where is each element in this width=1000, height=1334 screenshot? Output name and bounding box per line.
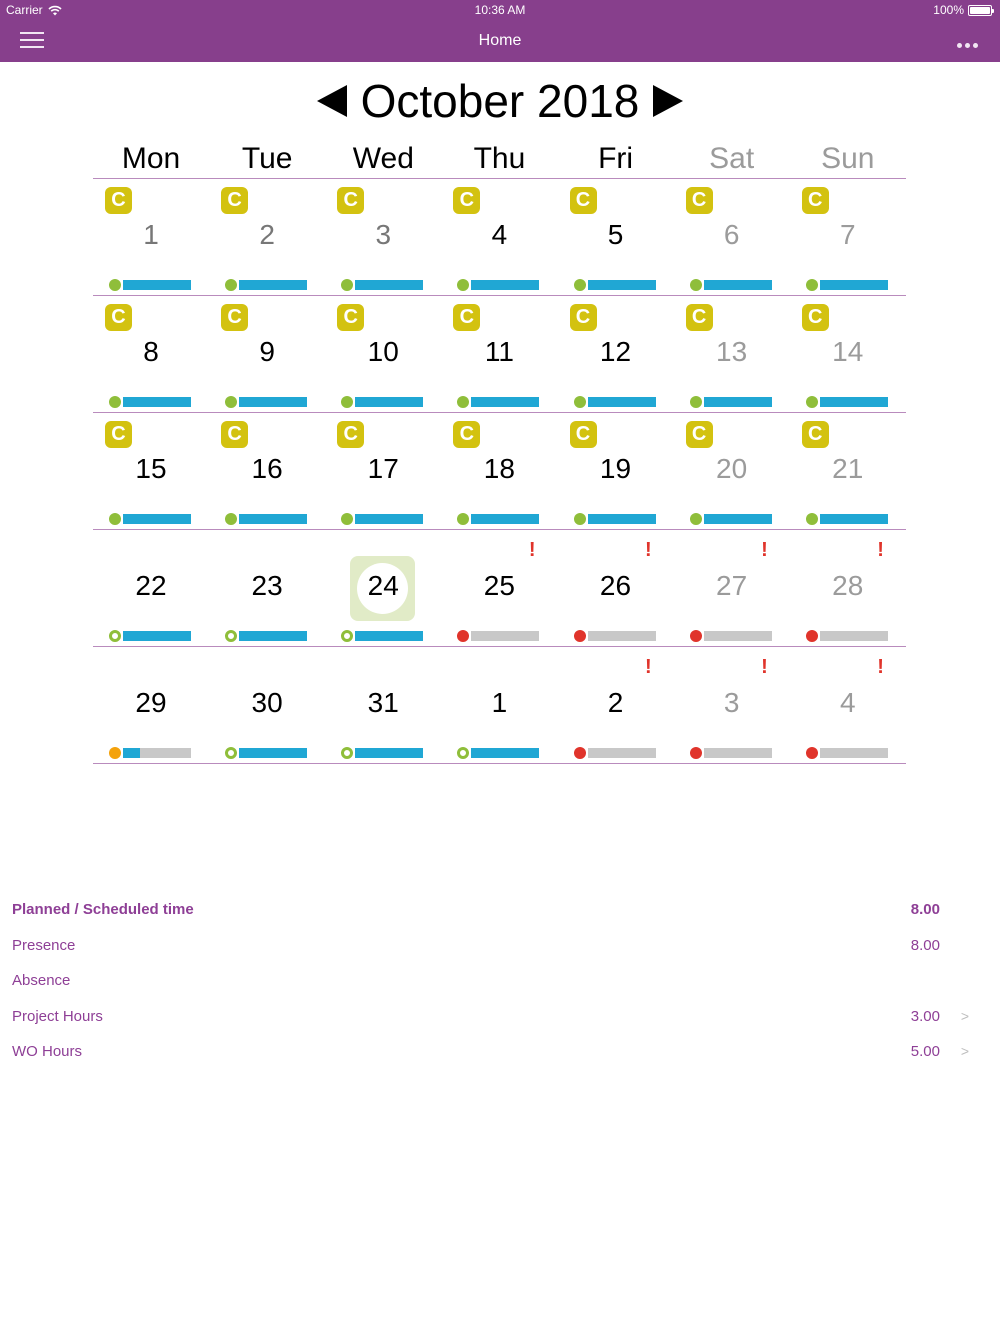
calendar-day-cell[interactable]	[558, 413, 674, 529]
day-number: 11	[484, 336, 514, 367]
completed-badge-icon: C	[686, 304, 713, 331]
hours-progress-bar	[820, 397, 888, 407]
status-dot-icon	[341, 630, 353, 642]
completed-badge-icon: C	[105, 304, 132, 331]
hours-progress-bar	[123, 631, 191, 641]
navigation-bar	[0, 0, 1000, 62]
hours-progress-bar	[355, 748, 423, 758]
hours-progress-fill	[820, 280, 888, 290]
day-number: 7	[839, 219, 856, 250]
hours-progress-fill	[123, 397, 191, 407]
summary-row	[0, 967, 1000, 1003]
status-dot-icon	[690, 396, 702, 408]
hours-progress-bar	[588, 397, 656, 407]
hours-progress-fill	[588, 280, 656, 290]
day-number: 2	[607, 687, 624, 718]
hours-progress-bar	[239, 280, 307, 290]
day-number: 26	[599, 570, 632, 601]
hours-progress-fill	[704, 280, 772, 290]
day-number: 13	[716, 336, 748, 367]
weekday-label: Thu	[473, 142, 526, 175]
calendar-weeks	[93, 179, 906, 764]
hours-progress-fill	[355, 397, 423, 407]
hours-progress-bar	[820, 748, 888, 758]
day-number: 12	[599, 336, 632, 367]
summary-label: Presence	[12, 936, 76, 954]
day-number: 23	[251, 570, 283, 601]
completed-badge-icon: C	[570, 187, 597, 214]
hours-progress-bar	[820, 514, 888, 524]
weekday-label: Mon	[121, 142, 181, 175]
hours-progress-fill	[239, 397, 307, 407]
completed-badge-icon: C	[802, 304, 829, 331]
hours-progress-fill	[239, 280, 307, 290]
weekday-label: Sat	[709, 142, 755, 175]
status-dot-icon	[109, 279, 121, 291]
summary-row	[0, 896, 1000, 932]
hours-progress-fill	[239, 514, 307, 524]
summary-value: 8.00	[910, 936, 940, 954]
day-number: 30	[251, 687, 283, 718]
calendar-day-cell[interactable]	[441, 296, 557, 412]
completed-badge-icon: C	[221, 421, 248, 448]
status-dot-icon	[341, 279, 353, 291]
hours-progress-fill	[123, 514, 191, 524]
hours-progress-fill	[355, 748, 423, 758]
status-dot-icon	[457, 630, 469, 642]
calendar-day-cell[interactable]	[790, 413, 906, 529]
completed-badge-icon: C	[686, 187, 713, 214]
previous-month-arrow-icon[interactable]	[317, 85, 347, 117]
calendar-day-cell[interactable]	[790, 647, 906, 763]
day-number: 22	[135, 570, 167, 601]
weekday-header	[93, 139, 906, 179]
day-number: 1	[491, 687, 508, 718]
hours-progress-bar	[239, 631, 307, 641]
hours-progress-fill	[355, 280, 423, 290]
hours-progress-fill	[355, 514, 423, 524]
summary-value: 3.00	[910, 1007, 940, 1025]
status-battery	[933, 3, 992, 17]
status-dot-icon	[225, 279, 237, 291]
calendar-day-cell[interactable]	[558, 179, 674, 295]
hours-progress-bar	[355, 631, 423, 641]
battery-percent: 100%	[933, 3, 964, 17]
hours-progress-bar	[123, 280, 191, 290]
day-number: 17	[367, 453, 399, 484]
completed-badge-icon: C	[337, 421, 364, 448]
status-dot-icon	[457, 513, 469, 525]
status-time: 10:36 AM	[474, 3, 526, 17]
hours-progress-fill	[820, 397, 888, 407]
completed-badge-icon: C	[337, 187, 364, 214]
time-summary	[0, 896, 1000, 1074]
completed-badge-icon: C	[105, 421, 132, 448]
next-month-arrow-icon[interactable]	[653, 85, 683, 117]
calendar-day-cell[interactable]	[209, 413, 325, 529]
status-dot-icon	[690, 630, 702, 642]
calendar-day-cell[interactable]	[790, 179, 906, 295]
status-dot-icon	[574, 279, 586, 291]
hours-progress-fill	[355, 631, 423, 641]
calendar-day-cell[interactable]	[325, 179, 441, 295]
hours-progress-bar	[123, 748, 191, 758]
hours-progress-bar	[471, 631, 539, 641]
status-dot-icon	[225, 747, 237, 759]
day-number: 25	[483, 570, 515, 601]
day-number: 18	[483, 453, 515, 484]
calendar-day-cell[interactable]	[93, 530, 209, 646]
day-number: 21	[832, 453, 864, 484]
summary-label: WO Hours	[12, 1043, 83, 1060]
completed-badge-icon: C	[221, 304, 248, 331]
summary-value: 5.00	[910, 1043, 940, 1060]
status-dot-icon	[225, 513, 237, 525]
status-dot-icon	[806, 513, 818, 525]
status-dot-icon	[574, 396, 586, 408]
day-number: 6	[723, 219, 740, 250]
day-number: 15	[135, 453, 167, 484]
day-number: 2	[259, 219, 275, 250]
status-dot-icon	[109, 747, 121, 759]
hours-progress-fill	[123, 748, 140, 758]
calendar-day-cell[interactable]	[93, 179, 209, 295]
day-number: 20	[716, 453, 748, 484]
hours-progress-bar	[704, 397, 772, 407]
calendar-week-row	[93, 296, 906, 413]
hours-progress-bar	[123, 514, 191, 524]
hours-progress-bar	[588, 748, 656, 758]
summary-label: Planned / Scheduled time	[12, 901, 194, 918]
status-dot-icon	[457, 396, 469, 408]
hours-progress-bar	[355, 280, 423, 290]
alert-icon: !	[644, 539, 652, 561]
summary-value: 8.00	[910, 901, 940, 918]
hours-progress-fill	[471, 514, 539, 524]
completed-badge-icon: C	[802, 421, 829, 448]
calendar-day-cell[interactable]	[790, 530, 906, 646]
day-number: 5	[607, 219, 624, 250]
day-number: 4	[839, 687, 856, 718]
hours-progress-bar	[704, 748, 772, 758]
hours-progress-bar	[471, 397, 539, 407]
hours-progress-fill	[471, 280, 539, 290]
completed-badge-icon: C	[453, 187, 480, 214]
calendar-day-cell[interactable]	[93, 647, 209, 763]
completed-badge-icon: C	[105, 187, 132, 214]
calendar-day-cell[interactable]	[93, 296, 209, 412]
hours-progress-bar	[820, 631, 888, 641]
hours-progress-bar	[471, 514, 539, 524]
calendar-day-cell[interactable]	[209, 179, 325, 295]
completed-badge-icon: C	[570, 421, 597, 448]
calendar-day-cell[interactable]	[674, 296, 790, 412]
summary-label: Absence	[12, 972, 71, 989]
hours-progress-bar	[239, 397, 307, 407]
hours-progress-bar	[355, 397, 423, 407]
status-dot-icon	[341, 513, 353, 525]
calendar-day-cell[interactable]	[674, 647, 790, 763]
hours-progress-bar	[471, 280, 539, 290]
alert-icon: !	[761, 656, 768, 678]
day-number: 29	[135, 687, 167, 718]
summary-row[interactable]	[0, 1038, 1000, 1074]
alert-icon: !	[877, 656, 884, 678]
calendar-day-cell[interactable]	[674, 530, 790, 646]
day-number: 9	[259, 336, 275, 367]
weekday-label: Wed	[352, 142, 414, 175]
hours-progress-bar	[239, 748, 307, 758]
status-dot-icon	[574, 513, 586, 525]
calendar-day-cell[interactable]	[325, 296, 441, 412]
completed-badge-icon: C	[453, 304, 480, 331]
status-dot-icon	[806, 747, 818, 759]
status-dot-icon	[109, 630, 121, 642]
status-dot-icon	[806, 279, 818, 291]
chevron-right-icon[interactable]: >	[960, 1043, 969, 1059]
status-dot-icon	[690, 747, 702, 759]
weekday-label: Fri	[598, 142, 634, 175]
alert-icon: !	[644, 656, 652, 678]
alert-icon: !	[877, 539, 884, 561]
hours-progress-bar	[704, 631, 772, 641]
hours-progress-fill	[239, 748, 307, 758]
status-dot-icon	[109, 513, 121, 525]
hours-progress-fill	[704, 514, 772, 524]
completed-badge-icon: C	[686, 421, 713, 448]
hours-progress-fill	[588, 397, 656, 407]
day-number: 19	[599, 453, 632, 484]
hours-progress-fill	[471, 748, 539, 758]
calendar-day-cell[interactable]	[441, 179, 557, 295]
calendar-day-cell[interactable]	[209, 530, 325, 646]
ellipsis-icon[interactable]	[957, 43, 978, 48]
calendar-day-cell[interactable]	[209, 296, 325, 412]
hours-progress-fill	[820, 514, 888, 524]
summary-label: Project Hours	[12, 1007, 103, 1025]
summary-row	[0, 932, 1000, 968]
calendar-week-row	[93, 647, 906, 764]
calendar-day-cell[interactable]	[441, 530, 557, 646]
status-dot-icon	[806, 630, 818, 642]
hours-progress-fill	[123, 280, 191, 290]
status-dot-icon	[574, 747, 586, 759]
status-dot-icon	[457, 279, 469, 291]
status-dot-icon	[457, 747, 469, 759]
calendar-day-cell[interactable]	[441, 647, 557, 763]
completed-badge-icon: C	[453, 421, 480, 448]
hours-progress-bar	[820, 280, 888, 290]
hours-progress-fill	[239, 631, 307, 641]
status-dot-icon	[574, 630, 586, 642]
hours-progress-bar	[704, 280, 772, 290]
hours-progress-bar	[588, 280, 656, 290]
calendar-day-cell[interactable]	[558, 647, 674, 763]
day-number: 10	[367, 336, 399, 367]
calendar-day-cell[interactable]	[93, 413, 209, 529]
carrier-label: Carrier	[6, 3, 43, 17]
calendar-day-cell[interactable]	[674, 413, 790, 529]
hours-progress-bar	[704, 514, 772, 524]
day-number: 16	[251, 453, 283, 484]
battery-icon	[968, 5, 992, 16]
completed-badge-icon: C	[802, 187, 829, 214]
calendar-day-cell[interactable]	[558, 296, 674, 412]
hours-progress-bar	[588, 631, 656, 641]
page-title: Home	[478, 32, 522, 49]
completed-badge-icon: C	[221, 187, 248, 214]
day-number: 1	[143, 219, 159, 250]
status-dot-icon	[341, 396, 353, 408]
day-number: 24	[367, 570, 399, 601]
calendar-grid	[93, 139, 906, 764]
day-number: 31	[367, 687, 399, 718]
chevron-right-icon[interactable]: >	[960, 1007, 969, 1024]
calendar-day-cell[interactable]	[441, 413, 557, 529]
calendar-day-cell[interactable]	[325, 413, 441, 529]
day-number: 3	[723, 687, 740, 718]
alert-icon: !	[761, 539, 768, 561]
hours-progress-fill	[123, 631, 191, 641]
status-dot-icon	[109, 396, 121, 408]
status-dot-icon	[690, 279, 702, 291]
day-number: 4	[491, 219, 508, 250]
hours-progress-bar	[355, 514, 423, 524]
hours-progress-fill	[471, 397, 539, 407]
calendar-week-row	[93, 179, 906, 296]
day-number: 14	[832, 336, 864, 367]
weekday-label: Tue	[241, 142, 293, 175]
calendar-day-cell[interactable]	[325, 647, 441, 763]
completed-badge-icon: C	[570, 304, 597, 331]
hours-progress-bar	[239, 514, 307, 524]
alert-icon: !	[528, 539, 536, 561]
status-dot-icon	[225, 630, 237, 642]
hours-progress-bar	[123, 397, 191, 407]
calendar-week-row	[93, 530, 906, 647]
summary-row[interactable]	[0, 1003, 1000, 1039]
day-number: 27	[716, 570, 748, 601]
hours-progress-fill	[704, 397, 772, 407]
hours-progress-bar	[588, 514, 656, 524]
calendar-day-cell[interactable]	[558, 530, 674, 646]
hours-progress-fill	[588, 514, 656, 524]
calendar-week-row	[93, 413, 906, 530]
month-title: October 2018	[360, 75, 640, 127]
calendar-day-cell[interactable]	[209, 647, 325, 763]
status-dot-icon	[341, 747, 353, 759]
day-number: 28	[832, 570, 864, 601]
hours-progress-bar	[471, 748, 539, 758]
day-number: 3	[375, 219, 392, 250]
calendar-day-cell[interactable]	[325, 530, 441, 646]
calendar-day-cell[interactable]	[790, 296, 906, 412]
status-dot-icon	[690, 513, 702, 525]
weekday-label: Sun	[821, 142, 875, 175]
month-header	[0, 72, 1000, 130]
calendar-day-cell[interactable]	[674, 179, 790, 295]
status-dot-icon	[225, 396, 237, 408]
completed-badge-icon: C	[337, 304, 364, 331]
day-number: 8	[143, 336, 159, 367]
status-dot-icon	[806, 396, 818, 408]
